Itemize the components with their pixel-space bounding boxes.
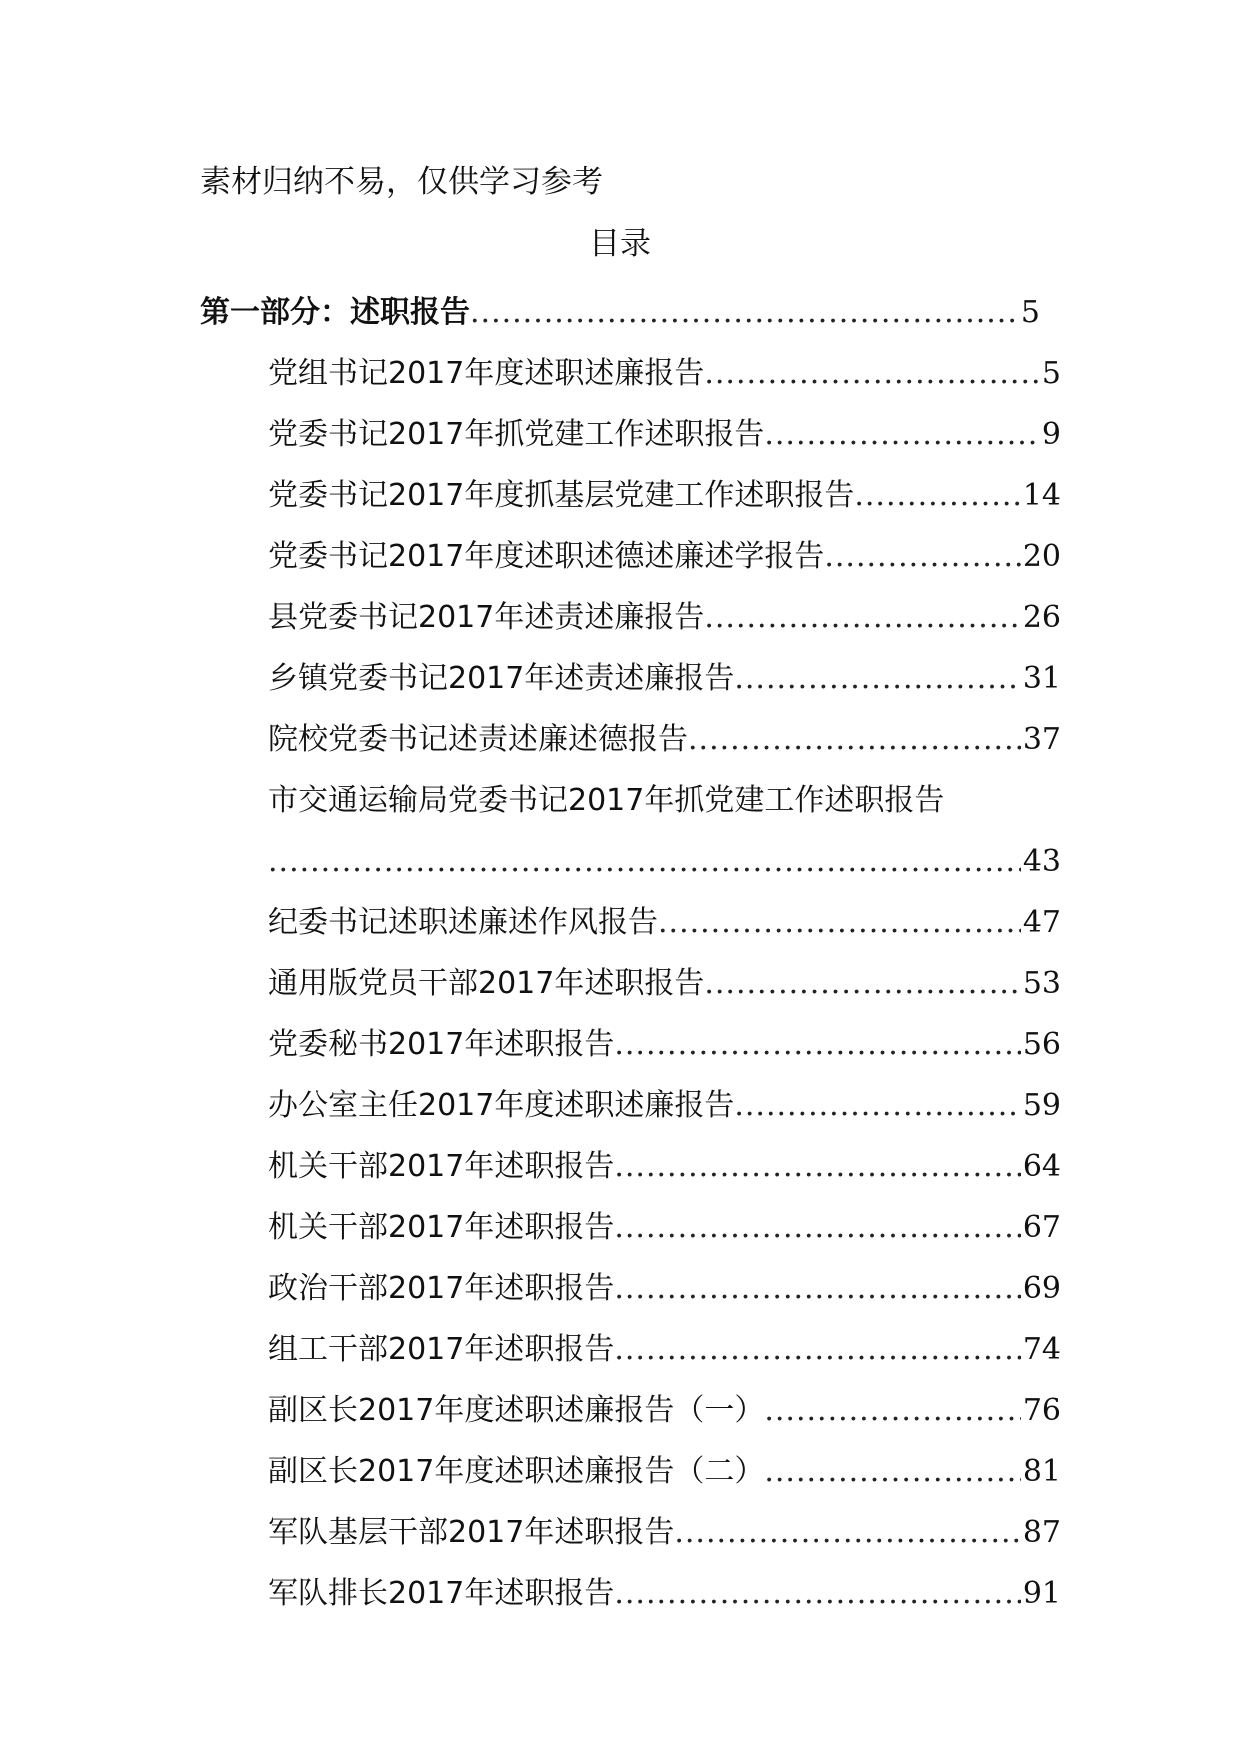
dot-leader — [824, 526, 1020, 587]
toc-item-row[interactable] — [0, 587, 1061, 648]
dot-leader — [268, 831, 1021, 892]
dot-leader — [704, 953, 1020, 1014]
table-of-contents — [0, 282, 1240, 1624]
toc-item-title: 通用版党员干部2017年述职报告 — [268, 966, 705, 1001]
dot-leader — [704, 587, 1020, 648]
toc-item-title: 党委书记2017年抓党建工作述职报告 — [268, 417, 765, 452]
toc-item-title: 政治干部2017年述职报告 — [268, 1271, 615, 1306]
toc-item-page: 14 — [1022, 478, 1061, 513]
toc-item-page: 56 — [1022, 1027, 1061, 1062]
toc-item-page: 47 — [1022, 905, 1061, 940]
toc-item-title: 副区长2017年度述职述廉报告（一） — [268, 1393, 765, 1428]
toc-item-title: 机关干部2017年述职报告 — [268, 1210, 615, 1245]
toc-item-row[interactable] — [0, 1380, 1061, 1441]
toc-item-row[interactable] — [0, 1319, 1061, 1380]
toc-item-title: 市交通运输局党委书记2017年抓党建工作述职报告 — [268, 783, 945, 818]
dot-leader — [854, 465, 1020, 526]
toc-item-row[interactable] — [0, 892, 1061, 953]
toc-section-page: 5 — [1020, 295, 1040, 330]
toc-item-row-wrapped[interactable] — [0, 770, 1061, 831]
toc-item-row[interactable] — [0, 1563, 1061, 1624]
toc-item-page: 64 — [1022, 1149, 1061, 1184]
toc-item-page: 9 — [1041, 417, 1061, 452]
toc-item-row[interactable] — [0, 709, 1061, 770]
toc-item-title: 组工干部2017年述职报告 — [268, 1332, 615, 1367]
toc-item-row[interactable] — [0, 1502, 1061, 1563]
toc-item-row[interactable] — [0, 1441, 1061, 1502]
toc-item-row[interactable] — [0, 1014, 1061, 1075]
toc-item-page: 69 — [1022, 1271, 1061, 1306]
toc-item-page: 43 — [1022, 844, 1061, 879]
toc-item-title: 党组书记2017年度述职述廉报告 — [268, 356, 705, 391]
toc-item-page: 20 — [1022, 539, 1061, 574]
toc-item-page: 87 — [1022, 1515, 1061, 1550]
dot-leader — [658, 892, 1021, 953]
toc-item-row[interactable] — [0, 526, 1061, 587]
toc-section-title: 第一部分：述职报告 — [200, 295, 470, 330]
dot-leader — [734, 648, 1020, 709]
dot-leader — [764, 404, 1040, 465]
dot-leader — [614, 1258, 1020, 1319]
toc-item-row[interactable] — [0, 953, 1061, 1014]
toc-item-page: 67 — [1022, 1210, 1061, 1245]
toc-item-row[interactable] — [0, 404, 1061, 465]
dot-leader — [470, 282, 1019, 343]
dot-leader — [614, 1014, 1020, 1075]
toc-item-row-continuation[interactable] — [0, 831, 1061, 892]
toc-item-title: 机关干部2017年述职报告 — [268, 1149, 615, 1184]
toc-item-title: 党委书记2017年度述职述德述廉述学报告 — [268, 539, 825, 574]
toc-item-row[interactable] — [0, 1258, 1061, 1319]
toc-item-page: 81 — [1022, 1454, 1061, 1489]
toc-item-title: 党委书记2017年度抓基层党建工作述职报告 — [268, 478, 855, 513]
toc-item-page: 76 — [1022, 1393, 1061, 1428]
toc-item-page: 53 — [1022, 966, 1061, 1001]
toc-item-page: 74 — [1022, 1332, 1061, 1367]
toc-item-page: 59 — [1022, 1088, 1061, 1123]
toc-item-page: 5 — [1041, 356, 1061, 391]
header-note: 素材归纳不易，仅供学习参考 — [200, 164, 603, 200]
toc-section-row[interactable] — [0, 282, 1040, 343]
toc-item-title: 乡镇党委书记2017年述责述廉报告 — [268, 661, 735, 696]
toc-item-title: 县党委书记2017年述责述廉报告 — [268, 600, 705, 635]
toc-item-title: 办公室主任2017年度述职述廉报告 — [268, 1088, 735, 1123]
dot-leader — [614, 1319, 1020, 1380]
dot-leader — [704, 343, 1040, 404]
toc-item-title: 军队基层干部2017年述职报告 — [268, 1515, 675, 1550]
toc-item-page: 26 — [1022, 600, 1061, 635]
dot-leader — [764, 1380, 1020, 1441]
toc-item-row[interactable] — [0, 1136, 1061, 1197]
dot-leader — [734, 1075, 1020, 1136]
toc-item-page: 31 — [1022, 661, 1061, 696]
dot-leader — [614, 1136, 1020, 1197]
toc-item-row[interactable] — [0, 1197, 1061, 1258]
dot-leader — [764, 1441, 1020, 1502]
toc-item-title: 纪委书记述职述廉述作风报告 — [268, 905, 658, 940]
dot-leader — [614, 1197, 1020, 1258]
dot-leader — [688, 709, 1021, 770]
dot-leader — [614, 1563, 1020, 1624]
toc-item-row[interactable] — [0, 648, 1061, 709]
dot-leader — [674, 1502, 1020, 1563]
toc-item-page: 37 — [1022, 722, 1061, 757]
toc-item-row[interactable] — [0, 1075, 1061, 1136]
toc-item-page: 91 — [1022, 1576, 1061, 1611]
toc-item-row[interactable] — [0, 343, 1061, 404]
toc-item-title: 军队排长2017年述职报告 — [268, 1576, 615, 1611]
toc-item-title: 党委秘书2017年述职报告 — [268, 1027, 615, 1062]
toc-item-title: 副区长2017年度述职述廉报告（二） — [268, 1454, 765, 1489]
toc-item-row[interactable] — [0, 465, 1061, 526]
toc-item-title: 院校党委书记述责述廉述德报告 — [268, 722, 688, 757]
toc-title: 目录 — [589, 226, 651, 262]
